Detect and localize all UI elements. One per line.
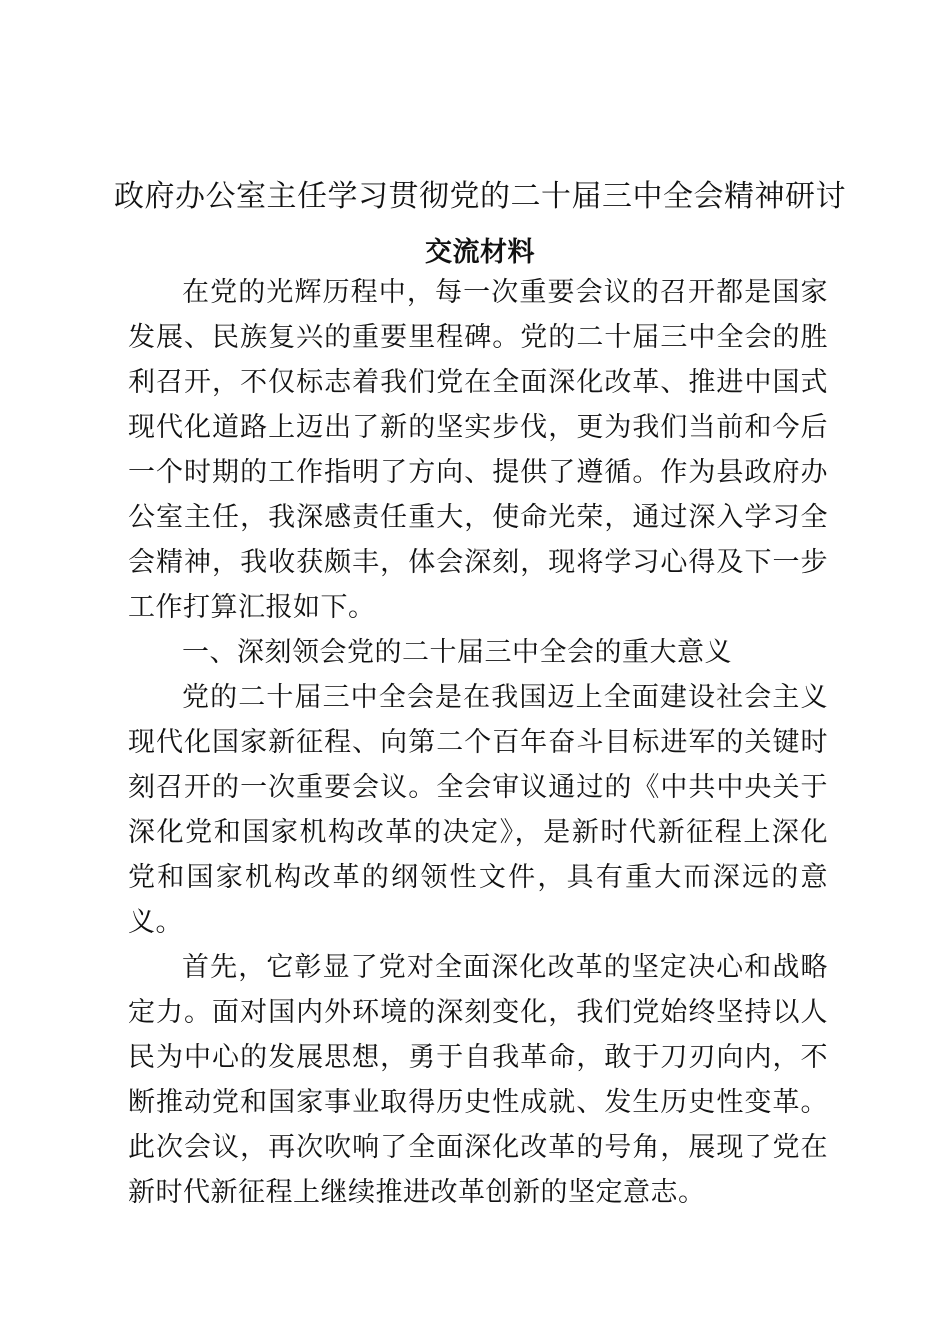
document-title — [100, 175, 860, 275]
paragraph-first-point: 首先，它彰显了党对全面深化改革的坚定决心和战略定力。面对国内外环境的深刻变化，我们党始终坚持以人民为中心的发展思想，勇于自我革命，敢于刀刃向内，不断推动党和国家事业取得历史性成就、发生历史性变革。此次会议，再次吹响了全面深化改革的号角，展现了党在新时代新征程上继续推进改革创新的坚定意志。 — [128, 952, 828, 1208]
title-line-1: 政府办公室主任学习贯彻党的二十届三中全会精神研讨 — [114, 179, 846, 214]
paragraph-significance: 党的二十届三中全会是在我国迈上全面建设社会主义现代化国家新征程、向第二个百年奋斗目标进军的关键时刻召开的一次重要会议。全会审议通过的《中共中央关于深化党和国家机构改革的决定》，是新时代新征程上深化党和国家机构改革的纲领性文件，具有重大而深远的意义。 — [128, 682, 828, 938]
paragraph-intro: 在党的光辉历程中，每一次重要会议的召开都是国家发展、民族复兴的重要里程碑。党的二十届三中全会的胜利召开，不仅标志着我们党在全面深化改革、推进中国式现代化道路上迈出了新的坚实步伐，更为我们当前和今后一个时期的工作指明了方向、提供了遵循。作为县政府办公室主任，我深感责任重大，使命光荣，通过深入学习全会精神，我收获颇丰，体会深刻，现将学习心得及下一步工作打算汇报如下。 — [128, 277, 828, 623]
section-heading: 一、深刻领会党的二十届三中全会的重大意义 — [182, 637, 732, 668]
title-line-2: 交流材料 — [425, 237, 535, 268]
document-body — [128, 270, 828, 1215]
